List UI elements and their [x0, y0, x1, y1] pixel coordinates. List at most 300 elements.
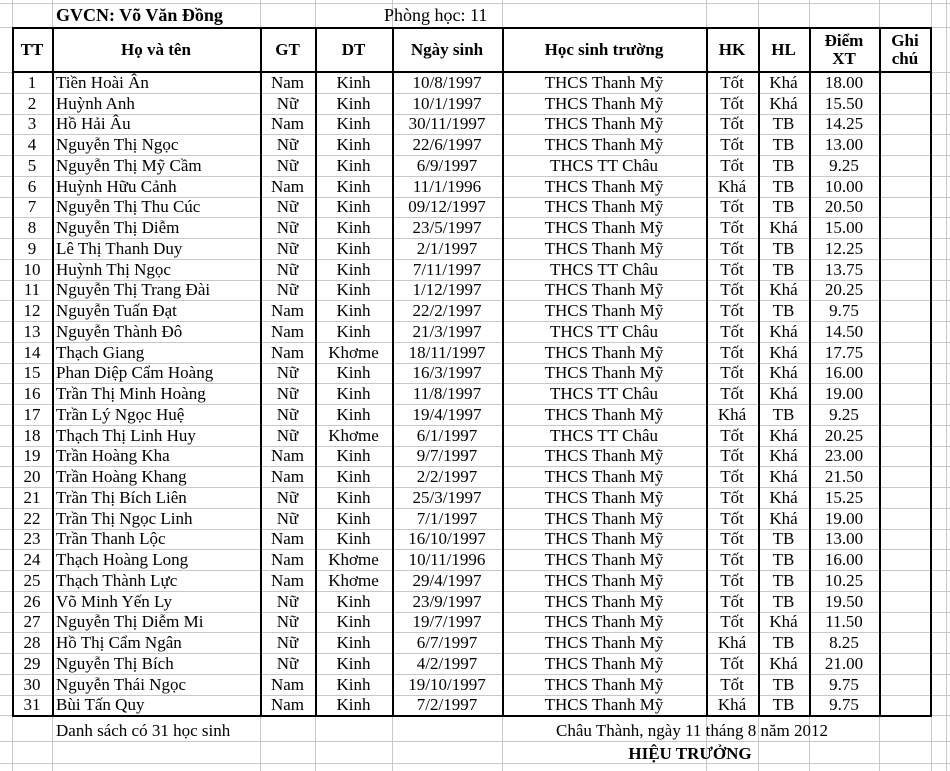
cell-school[interactable]: THCS Thanh Mỹ: [544, 591, 664, 611]
cell-tt[interactable]: 11: [23, 280, 41, 300]
cell-hl[interactable]: Khá: [769, 487, 798, 507]
cell-dt[interactable]: Kinh: [336, 155, 371, 175]
cell-gt[interactable]: Nữ: [276, 508, 299, 528]
cell-note[interactable]: [879, 72, 931, 93]
cell-hk[interactable]: Tốt: [720, 155, 744, 175]
cell-hl[interactable]: Khá: [769, 467, 798, 487]
cell-tt[interactable]: 6: [27, 176, 37, 196]
cell-tt[interactable]: 24: [23, 550, 41, 570]
cell-dob[interactable]: 10/11/1996: [408, 550, 486, 570]
cell-score[interactable]: 8.25: [829, 633, 859, 653]
cell-hk[interactable]: Tốt: [720, 425, 744, 445]
cell-gt[interactable]: Nam: [270, 570, 305, 590]
cell-score[interactable]: 15.50: [824, 93, 864, 113]
header-tt[interactable]: TT: [20, 39, 44, 59]
cell-score[interactable]: 13.00: [824, 135, 864, 155]
cell-note[interactable]: [879, 383, 931, 404]
cell-dob[interactable]: 7/11/1997: [412, 259, 482, 279]
cell-dob[interactable]: 10/8/1997: [412, 72, 482, 92]
cell-gt[interactable]: Nữ: [276, 197, 299, 217]
cell-name[interactable]: Trần Thị Ngọc Linh: [56, 508, 193, 528]
cell-tt[interactable]: 18: [23, 425, 41, 445]
cell-school[interactable]: THCS Thanh Mỹ: [544, 197, 664, 217]
cell-name[interactable]: Nguyễn Thị Diễm: [56, 218, 180, 238]
cell-note[interactable]: [879, 280, 931, 301]
cell-name[interactable]: Hồ Thị Cẩm Ngân: [56, 633, 182, 653]
cell-score[interactable]: 10.00: [824, 176, 864, 196]
row-header[interactable]: [0, 114, 8, 135]
cell-tt[interactable]: 7: [27, 197, 37, 217]
cell-note[interactable]: [879, 612, 931, 633]
header-hk[interactable]: HK: [718, 39, 746, 59]
cell-name[interactable]: Nguyễn Thị Ngọc: [56, 135, 179, 155]
teacher-label[interactable]: GVCN: Võ Văn Đồng: [56, 5, 223, 25]
cell-note[interactable]: [879, 487, 931, 508]
cell-hl[interactable]: Khá: [769, 653, 798, 673]
cell-note[interactable]: [879, 674, 931, 695]
cell-dob[interactable]: 25/3/1997: [412, 487, 482, 507]
cell-dob[interactable]: 22/6/1997: [412, 135, 482, 155]
cell-hk[interactable]: Tốt: [720, 550, 744, 570]
cell-dt[interactable]: Kinh: [336, 72, 371, 92]
cell-hl[interactable]: TB: [772, 135, 795, 155]
cell-hk[interactable]: Tốt: [720, 114, 744, 134]
cell-tt[interactable]: 26: [23, 591, 41, 611]
cell-dt[interactable]: Khơme: [328, 425, 379, 445]
row-header[interactable]: [0, 549, 8, 570]
cell-hk[interactable]: Tốt: [720, 363, 744, 383]
cell-hl[interactable]: Khá: [769, 93, 798, 113]
cell-tt[interactable]: 14: [23, 342, 41, 362]
cell-score[interactable]: 16.00: [824, 363, 864, 383]
cell-dt[interactable]: Kinh: [336, 467, 371, 487]
cell-school[interactable]: THCS Thanh Mỹ: [544, 633, 664, 653]
cell-gt[interactable]: Nam: [270, 176, 305, 196]
cell-tt[interactable]: 5: [27, 155, 37, 175]
cell-name[interactable]: Huỳnh Thị Ngọc: [56, 259, 171, 279]
cell-tt[interactable]: 12: [23, 301, 41, 321]
cell-dob[interactable]: 19/4/1997: [412, 404, 482, 424]
row-header[interactable]: [0, 176, 8, 197]
cell-school[interactable]: THCS Thanh Mỹ: [544, 550, 664, 570]
cell-score[interactable]: 14.50: [824, 321, 864, 341]
cell-hk[interactable]: Tốt: [720, 301, 744, 321]
cell-note[interactable]: [879, 176, 931, 197]
cell-score[interactable]: 15.00: [824, 218, 864, 238]
cell-school[interactable]: THCS Thanh Mỹ: [544, 280, 664, 300]
cell-hl[interactable]: TB: [772, 155, 795, 175]
cell-name[interactable]: Võ Minh Yến Ly: [56, 591, 173, 611]
cell-score[interactable]: 12.25: [824, 238, 864, 258]
cell-hk[interactable]: Tốt: [720, 218, 744, 238]
cell-score[interactable]: 21.50: [824, 467, 864, 487]
cell-gt[interactable]: Nam: [270, 695, 305, 715]
cell-gt[interactable]: Nữ: [276, 218, 299, 238]
cell-dt[interactable]: Kinh: [336, 446, 371, 466]
cell-note[interactable]: [879, 155, 931, 176]
cell-dob[interactable]: 23/9/1997: [412, 591, 482, 611]
cell-name[interactable]: Hồ Hải Âu: [56, 114, 131, 134]
cell-name[interactable]: Nguyễn Thị Bích: [56, 653, 174, 673]
cell-school[interactable]: THCS Thanh Mỹ: [544, 653, 664, 673]
cell-name[interactable]: Bùi Tấn Quy: [56, 695, 145, 715]
cell-gt[interactable]: Nam: [270, 114, 305, 134]
cell-name[interactable]: Nguyễn Thị Mỹ Cầm: [56, 155, 202, 175]
cell-hk[interactable]: Tốt: [720, 321, 744, 341]
cell-dob[interactable]: 7/1/1997: [416, 508, 478, 528]
cell-tt[interactable]: 29: [23, 653, 41, 673]
cell-note[interactable]: [879, 321, 931, 342]
cell-gt[interactable]: Nữ: [276, 404, 299, 424]
cell-gt[interactable]: Nữ: [276, 487, 299, 507]
cell-score[interactable]: 20.25: [824, 280, 864, 300]
cell-hl[interactable]: Khá: [769, 612, 798, 632]
cell-note[interactable]: [879, 197, 931, 218]
cell-school[interactable]: THCS Thanh Mỹ: [544, 508, 664, 528]
cell-score[interactable]: 9.75: [829, 695, 859, 715]
row-header[interactable]: [0, 238, 8, 259]
cell-name[interactable]: Huỳnh Hữu Cảnh: [56, 176, 177, 196]
cell-hk[interactable]: Tốt: [720, 93, 744, 113]
row-header[interactable]: [0, 93, 8, 114]
cell-score[interactable]: 14.25: [824, 114, 864, 134]
cell-hk[interactable]: Khá: [717, 176, 747, 196]
cell-score[interactable]: 15.25: [824, 487, 864, 507]
cell-hk[interactable]: Tốt: [720, 487, 744, 507]
row-header[interactable]: [0, 72, 8, 93]
cell-school[interactable]: THCS Thanh Mỹ: [544, 674, 664, 694]
cell-gt[interactable]: Nữ: [276, 425, 299, 445]
cell-note[interactable]: [879, 134, 931, 155]
cell-dob[interactable]: 11/8/1997: [412, 384, 482, 404]
row-header[interactable]: [0, 404, 8, 425]
cell-hk[interactable]: Tốt: [720, 259, 744, 279]
cell-tt[interactable]: 27: [23, 612, 41, 632]
cell-name[interactable]: Nguyễn Tuấn Đạt: [56, 301, 177, 321]
cell-school[interactable]: THCS Thanh Mỹ: [544, 695, 664, 715]
cell-dt[interactable]: Kinh: [336, 591, 371, 611]
cell-score[interactable]: 19.00: [824, 384, 864, 404]
cell-dob[interactable]: 19/10/1997: [408, 674, 486, 694]
cell-gt[interactable]: Nam: [270, 467, 305, 487]
cell-note[interactable]: [879, 425, 931, 446]
cell-name[interactable]: Thạch Hoàng Long: [56, 550, 189, 570]
cell-dt[interactable]: Khơme: [328, 342, 379, 362]
cell-name[interactable]: Huỳnh Anh: [56, 93, 135, 113]
row-header[interactable]: [0, 695, 8, 716]
cell-dob[interactable]: 9/7/1997: [416, 446, 478, 466]
cell-name[interactable]: Nguyễn Thị Trang Đài: [56, 280, 211, 300]
cell-hl[interactable]: TB: [772, 259, 795, 279]
cell-note[interactable]: [879, 238, 931, 259]
cell-school[interactable]: THCS Thanh Mỹ: [544, 363, 664, 383]
cell-dob[interactable]: 6/7/1997: [416, 633, 478, 653]
cell-dob[interactable]: 30/11/1997: [408, 114, 486, 134]
cell-school[interactable]: THCS TT Châu: [550, 259, 658, 279]
cell-hk[interactable]: Khá: [717, 404, 747, 424]
cell-dt[interactable]: Khơme: [328, 570, 379, 590]
cell-tt[interactable]: 9: [27, 238, 37, 258]
row-header[interactable]: [0, 197, 8, 218]
cell-gt[interactable]: Nữ: [276, 238, 299, 258]
cell-dt[interactable]: Kinh: [336, 197, 371, 217]
signature-title[interactable]: HIỆU TRƯỞNG: [628, 743, 752, 763]
cell-name[interactable]: Trần Hoàng Khang: [56, 467, 187, 487]
cell-gt[interactable]: Nữ: [276, 612, 299, 632]
cell-hl[interactable]: TB: [772, 633, 795, 653]
cell-gt[interactable]: Nam: [270, 321, 305, 341]
cell-gt[interactable]: Nữ: [276, 259, 299, 279]
cell-name[interactable]: Thạch Giang: [56, 342, 145, 362]
cell-dt[interactable]: Kinh: [336, 363, 371, 383]
cell-score[interactable]: 18.00: [824, 72, 864, 92]
cell-hl[interactable]: Khá: [769, 446, 798, 466]
cell-dob[interactable]: 11/1/1996: [412, 176, 482, 196]
cell-school[interactable]: THCS Thanh Mỹ: [544, 238, 664, 258]
header-name[interactable]: Họ và tên: [121, 39, 191, 59]
cell-note[interactable]: [879, 466, 931, 487]
cell-note[interactable]: [879, 93, 931, 114]
cell-tt[interactable]: 25: [23, 570, 41, 590]
cell-school[interactable]: THCS Thanh Mỹ: [544, 72, 664, 92]
cell-note[interactable]: [879, 259, 931, 280]
cell-gt[interactable]: Nam: [270, 342, 305, 362]
cell-dt[interactable]: Khơme: [328, 550, 379, 570]
cell-score[interactable]: 10.25: [824, 570, 864, 590]
cell-school[interactable]: THCS Thanh Mỹ: [544, 176, 664, 196]
cell-dt[interactable]: Kinh: [336, 280, 371, 300]
cell-hk[interactable]: Tốt: [720, 72, 744, 92]
cell-dt[interactable]: Kinh: [336, 508, 371, 528]
cell-score[interactable]: 9.25: [829, 155, 859, 175]
cell-name[interactable]: Nguyễn Thị Diễm Mi: [56, 612, 204, 632]
cell-hl[interactable]: TB: [772, 674, 795, 694]
cell-hl[interactable]: TB: [772, 550, 795, 570]
cell-hl[interactable]: Khá: [769, 342, 798, 362]
row-header[interactable]: [0, 217, 8, 238]
cell-note[interactable]: [879, 300, 931, 321]
cell-hk[interactable]: Tốt: [720, 384, 744, 404]
cell-note[interactable]: [879, 591, 931, 612]
cell-tt[interactable]: 3: [27, 114, 37, 134]
row-header[interactable]: [0, 632, 8, 653]
cell-dob[interactable]: 4/2/1997: [416, 653, 478, 673]
cell-dob[interactable]: 16/3/1997: [412, 363, 482, 383]
cell-hl[interactable]: Khá: [769, 218, 798, 238]
cell-gt[interactable]: Nữ: [276, 384, 299, 404]
row-header[interactable]: [0, 508, 8, 529]
cell-hl[interactable]: Khá: [769, 363, 798, 383]
cell-school[interactable]: THCS TT Châu: [550, 155, 658, 175]
cell-tt[interactable]: 30: [23, 674, 41, 694]
cell-tt[interactable]: 10: [23, 259, 41, 279]
cell-name[interactable]: Nguyễn Thị Thu Cúc: [56, 197, 201, 217]
header-hl[interactable]: HL: [771, 39, 796, 59]
cell-school[interactable]: THCS Thanh Mỹ: [544, 487, 664, 507]
cell-hk[interactable]: Tốt: [720, 280, 744, 300]
cell-gt[interactable]: Nam: [270, 529, 305, 549]
cell-name[interactable]: Thạch Thành Lực: [56, 570, 178, 590]
cell-hl[interactable]: TB: [772, 197, 795, 217]
cell-tt[interactable]: 20: [23, 467, 41, 487]
cell-hl[interactable]: TB: [772, 404, 795, 424]
cell-dob[interactable]: 19/7/1997: [412, 612, 482, 632]
cell-gt[interactable]: Nữ: [276, 280, 299, 300]
cell-hl[interactable]: TB: [772, 114, 795, 134]
cell-gt[interactable]: Nam: [270, 550, 305, 570]
cell-score[interactable]: 17.75: [824, 342, 864, 362]
cell-dt[interactable]: Kinh: [336, 633, 371, 653]
cell-score[interactable]: 19.50: [824, 591, 864, 611]
cell-dob[interactable]: 09/12/1997: [408, 197, 486, 217]
cell-gt[interactable]: Nữ: [276, 155, 299, 175]
cell-score[interactable]: 9.75: [829, 674, 859, 694]
cell-gt[interactable]: Nữ: [276, 363, 299, 383]
cell-name[interactable]: Nguyễn Thái Ngọc: [56, 674, 186, 694]
row-header[interactable]: [0, 487, 8, 508]
cell-gt[interactable]: Nam: [270, 72, 305, 92]
cell-note[interactable]: [879, 363, 931, 384]
cell-school[interactable]: THCS Thanh Mỹ: [544, 446, 664, 466]
header-dob[interactable]: Ngày sinh: [410, 39, 484, 59]
cell-note[interactable]: [879, 446, 931, 467]
cell-hl[interactable]: TB: [772, 176, 795, 196]
cell-note[interactable]: [879, 217, 931, 238]
cell-dt[interactable]: Kinh: [336, 218, 371, 238]
place-date-text[interactable]: Châu Thành, ngày 11 tháng 8 năm 2012: [556, 721, 828, 740]
cell-school[interactable]: THCS Thanh Mỹ: [544, 135, 664, 155]
cell-dob[interactable]: 2/1/1997: [416, 238, 478, 258]
cell-score[interactable]: 20.25: [824, 425, 864, 445]
cell-dt[interactable]: Kinh: [336, 612, 371, 632]
cell-name[interactable]: Lê Thị Thanh Duy: [56, 238, 183, 258]
cell-hk[interactable]: Khá: [717, 633, 747, 653]
row-header[interactable]: [0, 342, 8, 363]
cell-score[interactable]: 21.00: [824, 653, 864, 673]
cell-hl[interactable]: Khá: [769, 508, 798, 528]
cell-hl[interactable]: TB: [772, 301, 795, 321]
cell-school[interactable]: THCS Thanh Mỹ: [544, 301, 664, 321]
cell-name[interactable]: Trần Hoàng Kha: [56, 446, 170, 466]
cell-gt[interactable]: Nữ: [276, 653, 299, 673]
cell-hk[interactable]: Khá: [717, 695, 747, 715]
cell-name[interactable]: Trần Thanh Lộc: [56, 529, 166, 549]
cell-note[interactable]: [879, 570, 931, 591]
cell-tt[interactable]: 8: [27, 218, 37, 238]
cell-school[interactable]: THCS Thanh Mỹ: [544, 342, 664, 362]
cell-note[interactable]: [879, 653, 931, 674]
cell-score[interactable]: 9.25: [829, 404, 859, 424]
cell-tt[interactable]: 15: [23, 363, 41, 383]
row-header[interactable]: [0, 674, 8, 695]
cell-dob[interactable]: 21/3/1997: [412, 321, 482, 341]
student-count-text[interactable]: Danh sách có 31 học sinh: [56, 721, 231, 740]
row-header[interactable]: [0, 570, 8, 591]
cell-hl[interactable]: Khá: [769, 425, 798, 445]
cell-dt[interactable]: Kinh: [336, 238, 371, 258]
cell-score[interactable]: 11.50: [825, 612, 863, 632]
cell-note[interactable]: [879, 549, 931, 570]
cell-dt[interactable]: Kinh: [336, 404, 371, 424]
row-header[interactable]: [0, 363, 8, 384]
cell-dt[interactable]: Kinh: [336, 135, 371, 155]
cell-gt[interactable]: Nam: [270, 674, 305, 694]
cell-dt[interactable]: Kinh: [336, 259, 371, 279]
cell-school[interactable]: THCS TT Châu: [550, 425, 658, 445]
row-header[interactable]: [0, 383, 8, 404]
cell-dt[interactable]: Kinh: [336, 384, 371, 404]
cell-school[interactable]: THCS Thanh Mỹ: [544, 218, 664, 238]
cell-name[interactable]: Trần Thị Bích Liên: [56, 487, 187, 507]
cell-score[interactable]: 23.00: [824, 446, 864, 466]
cell-dt[interactable]: Kinh: [336, 529, 371, 549]
cell-tt[interactable]: 19: [23, 446, 41, 466]
cell-hl[interactable]: TB: [772, 238, 795, 258]
cell-dob[interactable]: 6/1/1997: [416, 425, 478, 445]
row-header[interactable]: [0, 653, 8, 674]
cell-hk[interactable]: Tốt: [720, 508, 744, 528]
cell-hk[interactable]: Tốt: [720, 446, 744, 466]
cell-name[interactable]: Nguyễn Thành Đô: [56, 321, 183, 341]
cell-score[interactable]: 16.00: [824, 550, 864, 570]
cell-hk[interactable]: Tốt: [720, 570, 744, 590]
cell-gt[interactable]: Nữ: [276, 591, 299, 611]
cell-dob[interactable]: 7/2/1997: [416, 695, 478, 715]
header-dt[interactable]: DT: [341, 39, 366, 59]
cell-note[interactable]: [879, 114, 931, 135]
cell-dob[interactable]: 29/4/1997: [412, 570, 482, 590]
cell-gt[interactable]: Nam: [270, 301, 305, 321]
cell-hk[interactable]: Tốt: [720, 612, 744, 632]
cell-dt[interactable]: Kinh: [336, 93, 371, 113]
cell-dt[interactable]: Kinh: [336, 695, 371, 715]
cell-note[interactable]: [879, 342, 931, 363]
cell-name[interactable]: Tiền Hoài Ân: [56, 72, 149, 92]
cell-hk[interactable]: Tốt: [720, 197, 744, 217]
header-gt[interactable]: GT: [275, 39, 300, 59]
row-header[interactable]: [0, 259, 8, 280]
cell-hk[interactable]: Tốt: [720, 653, 744, 673]
cell-tt[interactable]: 16: [23, 384, 41, 404]
row-header[interactable]: [0, 134, 8, 155]
cell-note[interactable]: [879, 632, 931, 653]
cell-score[interactable]: 13.00: [824, 529, 864, 549]
cell-note[interactable]: [879, 529, 931, 550]
cell-hl[interactable]: Khá: [769, 72, 798, 92]
cell-dob[interactable]: 23/5/1997: [412, 218, 482, 238]
cell-note[interactable]: [879, 508, 931, 529]
header-score[interactable]: [809, 27, 879, 72]
cell-school[interactable]: THCS TT Châu: [550, 321, 658, 341]
row-header[interactable]: [0, 591, 8, 612]
cell-tt[interactable]: 23: [23, 529, 41, 549]
cell-name[interactable]: Trần Thị Minh Hoàng: [56, 384, 206, 404]
cell-hk[interactable]: Tốt: [720, 342, 744, 362]
cell-hl[interactable]: TB: [772, 591, 795, 611]
cell-hl[interactable]: TB: [772, 529, 795, 549]
row-header[interactable]: [0, 321, 8, 342]
cell-gt[interactable]: Nữ: [276, 633, 299, 653]
cell-tt[interactable]: 17: [23, 404, 41, 424]
cell-tt[interactable]: 31: [23, 695, 41, 715]
header-school[interactable]: Học sinh trường: [544, 39, 664, 59]
cell-hk[interactable]: Tốt: [720, 238, 744, 258]
cell-school[interactable]: THCS Thanh Mỹ: [544, 467, 664, 487]
cell-dt[interactable]: Kinh: [336, 321, 371, 341]
row-header[interactable]: [0, 529, 8, 550]
cell-school[interactable]: THCS Thanh Mỹ: [544, 114, 664, 134]
row-header[interactable]: [0, 466, 8, 487]
